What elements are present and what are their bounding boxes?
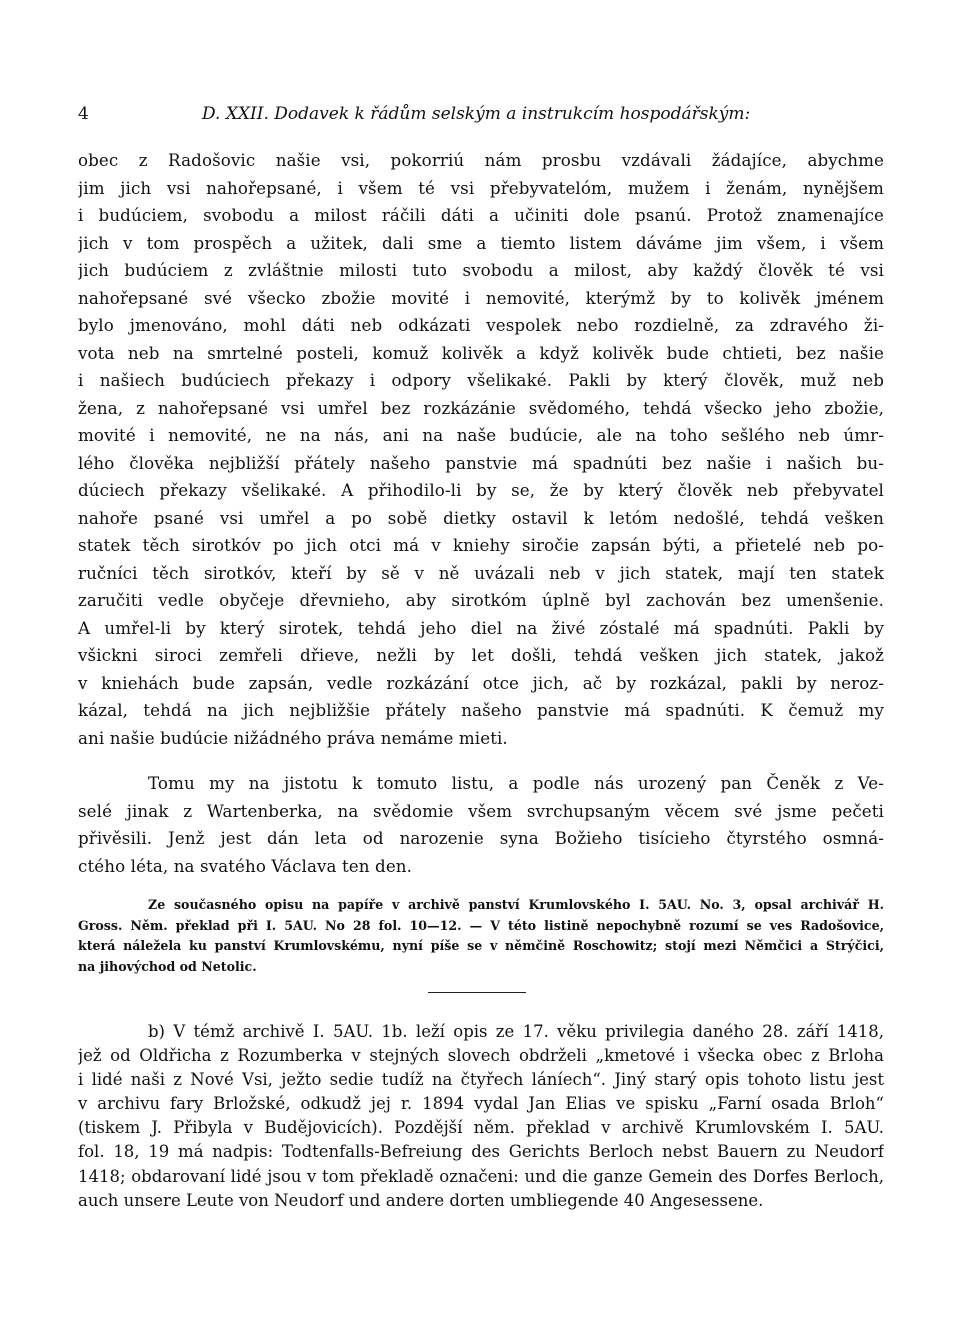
body-line: i našiech budúciech překazy i odpory všelikaké. Pakli by který člověk, muž neb — [78, 370, 884, 390]
body-line: dúciech překazy všelikaké. A přihodilo-li by se, že by který člověk neb přebyvatel — [78, 480, 884, 500]
body-line: jich v tom prospěch a užitek, dali sme a tiemto listem dáváme jim všem, i všem — [78, 232, 884, 253]
page-number: 4 — [78, 104, 89, 124]
section-divider — [428, 992, 526, 993]
closing-line: přivěsili. Jenž jest dán leta od narozenie syna Božieho tisícieho čtyrstého osmná- — [78, 828, 884, 848]
body-line: v kniehách bude zapsán, vedle rozkázání otce jich, ač by rozkázal, pakli by neroz- — [78, 672, 884, 693]
page-header — [78, 104, 888, 128]
body-line: A umřel-li by který sirotek, tehdá jeho diel na živé zóstalé má spadnúti. Pakli by — [78, 617, 884, 638]
body-line: statek těch sirotkóv po jich otci má v kniehy siročie zapsán býti, a přietelé neb po- — [78, 535, 884, 555]
body-line: ani našie budúcie nižádného práva nemáme mieti. — [78, 727, 508, 748]
section-b-line: i lidé naši z Nové Vsi, ježto sedie tudíž na čtyřech láníech“. Jiný starý opis tohoto listu jest — [78, 1070, 884, 1090]
body-line: obec z Radošovic našie vsi, pokorriú nám prosbu vzdávali žádajíce, abychme — [78, 150, 884, 170]
section-b-line: b) V témž archivě I. 5AU. 1b. leží opis ze 17. věku privilegia daného 28. září 1418, — [148, 1022, 884, 1041]
source-note — [78, 895, 884, 978]
charter-closing — [78, 770, 884, 880]
section-b-line: v archivu fary Brložské, odkudž jej r. 1894 vydal Jan Elias ve spisku „Farní osada Brloh“ — [78, 1094, 884, 1114]
body-line: žena, z nahořepsané vsi umřel bez rozkázánie svědomého, tehdá všecko jeho zbožie, — [78, 397, 884, 418]
source-note-line: Gross. Něm. překlad při I. 5AU. No 28 fol. 10—12. — V této listině nepochybně rozumí se ves Radošovice, — [78, 917, 884, 933]
source-note-line: na jihovýchod od Netolic. — [78, 959, 257, 975]
section-b-line: fol. 18, 19 má nadpis: Todtenfalls-Befreiung des Gerichts Berloch nebst Bauern zu Neudorf — [78, 1142, 884, 1162]
body-line: jich budúciem z zvláštnie milosti tuto svobodu a milost, aby každý člověk té vsi — [78, 260, 884, 280]
source-note-line: Ze současného opisu na papíře v archivě panství Krumlovského I. 5AU. No. 3, opsal archivář H. — [148, 897, 884, 912]
section-b-line: auch unsere Leute von Neudorf und andere dorten umbliegende 40 Angesessene. — [78, 1190, 764, 1210]
body-line: lého člověka nejbližší přátely našeho panstvie má spadnúti bez našie i našich bu- — [78, 452, 884, 473]
body-line: zaručiti vedle obyčeje dřevnieho, aby sirotkóm úplně byl zachován bez umenšenie. — [78, 590, 884, 610]
charter-body — [78, 147, 884, 752]
section-b-line: jež od Oldřicha z Rozumberka v stejných slovech obdrželi „kmetové i všecka obec z Brloha — [78, 1046, 884, 1066]
body-line: i budúciem, svobodu a milost ráčili dáti a učiniti dole psanú. Protož znamenajíce — [78, 205, 884, 225]
body-line: bylo jmenováno, mohl dáti neb odkázati vespolek nebo rozdielně, za zdravého ži- — [78, 315, 884, 335]
body-line: vota neb na smrtelné posteli, komuž kolivěk a když kolivěk bude chtieti, bez našie — [78, 342, 884, 363]
section-b — [78, 1020, 884, 1213]
closing-line: Tomu my na jistotu k tomuto listu, a podle nás urozený pan Čeněk z Ve- — [148, 773, 884, 793]
section-b-line: 1418; obdarovaní lidé jsou v tom překladě označeni: und die ganze Gemein des Dorfes Berloch, — [78, 1166, 884, 1186]
closing-line: ctého léta, na svatého Václava ten den. — [78, 855, 413, 876]
section-b-line: (tiskem J. Přibyla v Budějovicích). Pozdější něm. překlad v archivě Krumlovském I. 5AU. — [78, 1118, 884, 1138]
body-line: nahořepsané své všecko zbožie movité i nemovité, kterýmž by to kolivěk jménem — [78, 287, 884, 308]
body-line: movité i nemovité, ne na nás, ani na naše budúcie, ale na toho sešlého neb úmr- — [78, 425, 884, 445]
body-line: jim jich vsi nahořepsané, i všem té vsi přebyvatelóm, mužem i ženám, nynějšem — [78, 177, 884, 198]
running-title: D. XXII. Dodavek k řádům selským a instrukcím hospodářským: — [202, 104, 751, 124]
body-line: všickni siroci zemřeli dřieve, nežli by let došli, tehdá vešken jich statek, jakož — [78, 645, 884, 665]
closing-line: selé jinak z Wartenberka, na svědomie všem svrchupsaným věcem své jsme pečeti — [78, 800, 884, 821]
body-line: nahoře psané vsi umřel a po sobě dietky ostavil k letóm nedošlé, tehdá vešken — [78, 507, 884, 528]
source-note-line: která náležela ku panství Krumlovskému, nyní píše se v němčině Roschowitz; stojí mezi Němčici a Strýčici, — [78, 938, 884, 954]
body-line: ručníci těch sirotkóv, kteří by sě v ně uvázali neb v jich statek, mají ten statek — [78, 562, 884, 583]
body-line: kázal, tehdá na jich nejbližšie přátely našeho panstvie má spadnúti. K čemuž my — [78, 700, 884, 720]
